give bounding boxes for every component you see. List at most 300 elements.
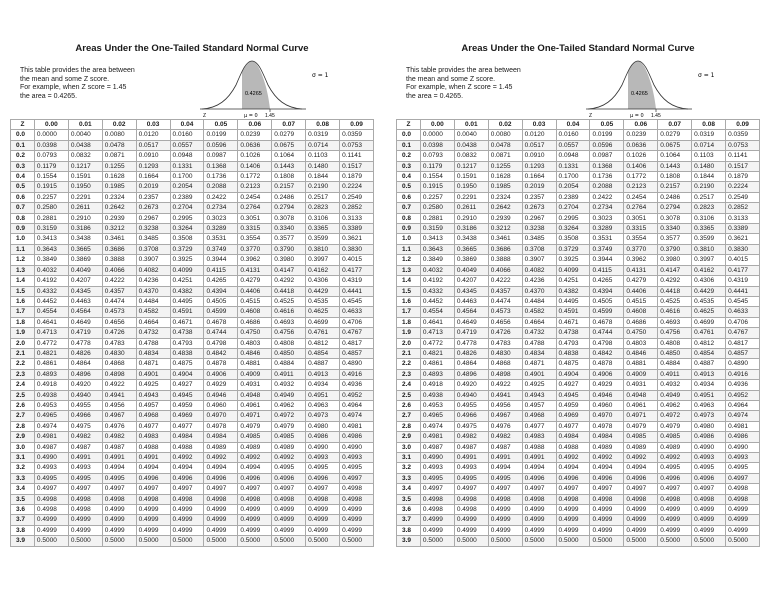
area-cell: 0.3238 xyxy=(136,224,170,234)
area-cell: 0.1217 xyxy=(454,161,488,171)
area-cell: 0.4452 xyxy=(420,296,454,306)
area-cell: 0.2157 xyxy=(272,182,306,192)
area-cell: 0.0596 xyxy=(204,140,238,150)
area-cell: 0.4999 xyxy=(454,515,488,525)
z-value-cell: 0.4 xyxy=(397,172,421,182)
area-cell: 0.4999 xyxy=(34,515,68,525)
area-cell: 0.3907 xyxy=(522,255,556,265)
area-cell: 0.4996 xyxy=(522,473,556,483)
area-cell: 0.4990 xyxy=(340,442,374,452)
area-cell: 0.3888 xyxy=(488,255,522,265)
column-header: 0.05 xyxy=(590,120,624,130)
area-cell: 0.4998 xyxy=(340,484,374,494)
area-cell: 0.3749 xyxy=(204,244,238,254)
area-cell: 0.2224 xyxy=(726,182,760,192)
z-value-cell: 1.7 xyxy=(11,307,35,317)
area-cell: 0.4990 xyxy=(34,453,68,463)
area-cell: 0.4949 xyxy=(658,390,692,400)
area-cell: 0.4236 xyxy=(136,276,170,286)
area-cell: 0.4998 xyxy=(692,494,726,504)
area-cell: 0.5000 xyxy=(624,536,658,546)
table-row xyxy=(397,390,760,400)
area-cell: 0.4960 xyxy=(590,400,624,410)
area-cell: 0.4991 xyxy=(522,453,556,463)
table-row xyxy=(11,203,374,213)
area-cell: 0.3186 xyxy=(68,224,102,234)
area-cell: 0.4951 xyxy=(306,390,340,400)
area-cell: 0.4997 xyxy=(34,484,68,494)
area-cell: 0.4929 xyxy=(590,380,624,390)
area-cell: 0.2257 xyxy=(34,192,68,202)
area-cell: 0.2967 xyxy=(136,213,170,223)
area-cell: 0.0199 xyxy=(590,130,624,140)
area-cell: 0.4772 xyxy=(34,338,68,348)
area-cell: 0.4767 xyxy=(340,328,374,338)
area-cell: 0.4997 xyxy=(68,484,102,494)
area-cell: 0.4981 xyxy=(340,421,374,431)
area-cell: 0.4974 xyxy=(340,411,374,421)
area-cell: 0.3980 xyxy=(658,255,692,265)
area-cell: 0.4441 xyxy=(340,286,374,296)
area-cell: 0.2257 xyxy=(420,192,454,202)
area-cell: 0.4812 xyxy=(692,338,726,348)
area-cell: 0.4999 xyxy=(136,505,170,515)
area-cell: 0.2088 xyxy=(204,182,238,192)
area-cell: 0.4599 xyxy=(204,307,238,317)
area-cell: 0.4678 xyxy=(590,317,624,327)
z-value-cell: 1.6 xyxy=(397,296,421,306)
area-cell: 0.4901 xyxy=(136,369,170,379)
z-value-cell: 3.7 xyxy=(11,515,35,525)
area-cell: 0.2291 xyxy=(454,192,488,202)
table-row xyxy=(11,432,374,442)
area-cell: 0.3023 xyxy=(590,213,624,223)
table-row xyxy=(11,307,374,317)
area-cell: 0.4993 xyxy=(454,463,488,473)
table-row xyxy=(11,515,374,525)
area-cell: 0.4861 xyxy=(34,359,68,369)
table-row xyxy=(11,348,374,358)
z-value-cell: 1.9 xyxy=(397,328,421,338)
z-value-cell: 2.3 xyxy=(11,369,35,379)
area-cell: 0.4996 xyxy=(272,473,306,483)
z-table xyxy=(396,119,760,547)
area-cell: 0.3665 xyxy=(454,244,488,254)
area-cell: 0.4756 xyxy=(272,328,306,338)
area-cell: 0.2794 xyxy=(272,203,306,213)
area-cell: 0.4162 xyxy=(306,265,340,275)
area-cell: 0.0871 xyxy=(102,151,136,161)
z-value-cell: 3.6 xyxy=(11,505,35,515)
area-cell: 0.3238 xyxy=(522,224,556,234)
area-cell: 0.4429 xyxy=(692,286,726,296)
area-cell: 0.5000 xyxy=(272,536,306,546)
z-axis-label: Z xyxy=(589,113,593,119)
area-cell: 0.4996 xyxy=(306,473,340,483)
area-cell: 0.4969 xyxy=(170,411,204,421)
area-cell: 0.3729 xyxy=(556,244,590,254)
area-cell: 0.1554 xyxy=(420,172,454,182)
area-cell: 0.4936 xyxy=(726,380,760,390)
area-cell: 0.4545 xyxy=(726,296,760,306)
area-cell: 0.0000 xyxy=(420,130,454,140)
area-cell: 0.4904 xyxy=(170,369,204,379)
area-cell: 0.3186 xyxy=(454,224,488,234)
area-cell: 0.5000 xyxy=(102,536,136,546)
area-cell: 0.4633 xyxy=(340,307,374,317)
area-cell: 0.4706 xyxy=(726,317,760,327)
z-value-cell: 3.7 xyxy=(397,515,421,525)
area-cell: 0.0948 xyxy=(170,151,204,161)
area-cell: 0.2995 xyxy=(170,213,204,223)
area-cell: 0.4943 xyxy=(136,390,170,400)
area-cell: 0.4719 xyxy=(454,328,488,338)
table-row xyxy=(11,255,374,265)
area-cell: 0.1331 xyxy=(170,161,204,171)
area-cell: 0.1879 xyxy=(340,172,374,182)
z-value-cell: 0.8 xyxy=(11,213,35,223)
z-value-cell: 0.5 xyxy=(11,182,35,192)
area-cell: 0.4999 xyxy=(692,525,726,535)
area-cell: 0.0080 xyxy=(102,130,136,140)
area-cell: 0.4345 xyxy=(454,286,488,296)
area-cell: 0.4999 xyxy=(204,515,238,525)
area-cell: 0.1517 xyxy=(726,161,760,171)
table-row xyxy=(397,442,760,452)
z-value-cell: 0.6 xyxy=(11,192,35,202)
area-cell: 0.2517 xyxy=(692,192,726,202)
area-cell: 0.3554 xyxy=(624,234,658,244)
area-cell: 0.2549 xyxy=(726,192,760,202)
table-row xyxy=(397,525,760,535)
area-cell: 0.1985 xyxy=(488,182,522,192)
area-cell: 0.4996 xyxy=(658,473,692,483)
area-cell: 0.4906 xyxy=(204,369,238,379)
table-row xyxy=(397,432,760,442)
table-row xyxy=(11,421,374,431)
area-cell: 0.4798 xyxy=(590,338,624,348)
area-cell: 0.4986 xyxy=(340,432,374,442)
area-cell: 0.3577 xyxy=(658,234,692,244)
area-cell: 0.4994 xyxy=(136,463,170,473)
area-cell: 0.4999 xyxy=(34,525,68,535)
area-cell: 0.4997 xyxy=(136,484,170,494)
area-cell: 0.4999 xyxy=(306,525,340,535)
area-cell: 0.4932 xyxy=(272,380,306,390)
area-cell: 0.4979 xyxy=(624,421,658,431)
table-row xyxy=(11,140,374,150)
area-cell: 0.4970 xyxy=(590,411,624,421)
area-cell: 0.3621 xyxy=(726,234,760,244)
area-cell: 0.4893 xyxy=(420,369,454,379)
area-cell: 0.4999 xyxy=(590,525,624,535)
area-cell: 0.4999 xyxy=(272,515,306,525)
area-cell: 0.4999 xyxy=(658,525,692,535)
area-cell: 0.3830 xyxy=(726,244,760,254)
area-cell: 0.4793 xyxy=(170,338,204,348)
area-cell: 0.3413 xyxy=(420,234,454,244)
area-cell: 0.4997 xyxy=(340,473,374,483)
table-row xyxy=(11,265,374,275)
z-value-cell: 2.8 xyxy=(11,421,35,431)
area-cell: 0.4934 xyxy=(692,380,726,390)
area-cell: 0.4192 xyxy=(34,276,68,286)
z-value-cell: 3.5 xyxy=(11,494,35,504)
area-cell: 0.4887 xyxy=(692,359,726,369)
area-cell: 0.0120 xyxy=(522,130,556,140)
z-value-cell: 1.3 xyxy=(11,265,35,275)
area-cell: 0.4998 xyxy=(420,494,454,504)
table-row xyxy=(397,484,760,494)
area-cell: 0.0239 xyxy=(238,130,272,140)
table-row xyxy=(397,453,760,463)
area-cell: 0.2054 xyxy=(556,182,590,192)
area-cell: 0.2704 xyxy=(556,203,590,213)
area-cell: 0.4868 xyxy=(488,359,522,369)
area-cell: 0.0120 xyxy=(136,130,170,140)
area-cell: 0.4049 xyxy=(454,265,488,275)
column-header: 0.08 xyxy=(692,120,726,130)
area-cell: 0.4999 xyxy=(306,515,340,525)
area-cell: 0.0438 xyxy=(454,140,488,150)
area-cell: 0.4916 xyxy=(340,369,374,379)
area-cell: 0.3708 xyxy=(136,244,170,254)
area-cell: 0.4207 xyxy=(68,276,102,286)
area-cell: 0.2852 xyxy=(340,203,374,213)
area-cell: 0.4991 xyxy=(68,453,102,463)
area-cell: 0.4998 xyxy=(68,494,102,504)
area-cell: 0.3810 xyxy=(306,244,340,254)
area-cell: 0.2823 xyxy=(306,203,340,213)
area-cell: 0.0398 xyxy=(420,140,454,150)
area-cell: 0.4995 xyxy=(726,463,760,473)
table-row xyxy=(397,276,760,286)
area-cell: 0.3264 xyxy=(556,224,590,234)
area-cell: 0.4591 xyxy=(556,307,590,317)
area-label: 0.4265 xyxy=(245,91,262,97)
table-row xyxy=(397,473,760,483)
area-cell: 0.4192 xyxy=(420,276,454,286)
z-value-cell: 1.0 xyxy=(397,234,421,244)
area-cell: 0.3997 xyxy=(692,255,726,265)
area-cell: 0.4975 xyxy=(68,421,102,431)
table-row xyxy=(11,536,374,546)
area-cell: 0.4505 xyxy=(204,296,238,306)
area-cell: 0.4222 xyxy=(102,276,136,286)
table-row xyxy=(397,421,760,431)
area-cell: 0.4993 xyxy=(692,453,726,463)
area-cell: 0.4992 xyxy=(272,453,306,463)
area-cell: 0.4131 xyxy=(624,265,658,275)
z-value-cell: 1.8 xyxy=(397,317,421,327)
area-cell: 0.0080 xyxy=(488,130,522,140)
z-value-cell: 3.5 xyxy=(397,494,421,504)
area-cell: 0.4990 xyxy=(306,442,340,452)
z-value-cell: 2.0 xyxy=(397,338,421,348)
z-value-cell: 1.2 xyxy=(11,255,35,265)
area-cell: 0.4920 xyxy=(454,380,488,390)
area-cell: 0.2794 xyxy=(658,203,692,213)
area-cell: 0.4999 xyxy=(102,525,136,535)
area-cell: 0.4406 xyxy=(624,286,658,296)
area-cell: 0.3621 xyxy=(340,234,374,244)
area-cell: 0.4956 xyxy=(102,400,136,410)
area-cell: 0.4999 xyxy=(136,515,170,525)
area-cell: 0.4994 xyxy=(102,463,136,473)
area-cell: 0.4996 xyxy=(136,473,170,483)
area-cell: 0.3315 xyxy=(624,224,658,234)
area-cell: 0.4418 xyxy=(658,286,692,296)
area-cell: 0.4941 xyxy=(488,390,522,400)
area-cell: 0.4554 xyxy=(420,307,454,317)
area-cell: 0.1591 xyxy=(454,172,488,182)
area-cell: 0.3770 xyxy=(624,244,658,254)
area-cell: 0.4015 xyxy=(726,255,760,265)
area-cell: 0.0000 xyxy=(34,130,68,140)
area-cell: 0.4979 xyxy=(238,421,272,431)
area-cell: 0.2422 xyxy=(204,192,238,202)
table-header-row xyxy=(11,120,374,130)
area-cell: 0.4418 xyxy=(272,286,306,296)
area-cell: 0.4987 xyxy=(488,442,522,452)
area-cell: 0.4394 xyxy=(204,286,238,296)
area-cell: 0.4821 xyxy=(34,348,68,358)
area-cell: 0.0948 xyxy=(556,151,590,161)
area-cell: 0.0319 xyxy=(692,130,726,140)
area-cell: 0.4890 xyxy=(340,359,374,369)
description-line: For example, when Z score = 1.45 xyxy=(406,84,513,92)
area-cell: 0.0832 xyxy=(454,151,488,161)
area-cell: 0.0675 xyxy=(658,140,692,150)
area-cell: 0.4966 xyxy=(454,411,488,421)
area-cell: 0.5000 xyxy=(658,536,692,546)
area-cell: 0.4986 xyxy=(726,432,760,442)
area-cell: 0.4998 xyxy=(34,505,68,515)
area-cell: 0.4996 xyxy=(170,473,204,483)
table-row xyxy=(397,400,760,410)
area-cell: 0.4989 xyxy=(272,442,306,452)
area-cell: 0.3461 xyxy=(102,234,136,244)
table-row xyxy=(397,348,760,358)
area-cell: 0.1736 xyxy=(590,172,624,182)
area-cell: 0.4826 xyxy=(68,348,102,358)
area-cell: 0.0557 xyxy=(170,140,204,150)
area-cell: 0.4999 xyxy=(522,515,556,525)
table-row xyxy=(397,296,760,306)
area-cell: 0.4972 xyxy=(272,411,306,421)
area-cell: 0.4881 xyxy=(624,359,658,369)
area-cell: 0.3944 xyxy=(204,255,238,265)
area-cell: 0.4999 xyxy=(102,505,136,515)
area-cell: 0.4998 xyxy=(238,494,272,504)
normal-curve-figure xyxy=(200,55,330,121)
area-cell: 0.4854 xyxy=(306,348,340,358)
area-cell: 0.4857 xyxy=(726,348,760,358)
area-cell: 0.1217 xyxy=(68,161,102,171)
area-cell: 0.0714 xyxy=(692,140,726,150)
area-cell: 0.5000 xyxy=(590,536,624,546)
area-cell: 0.4838 xyxy=(556,348,590,358)
area-cell: 0.0987 xyxy=(590,151,624,161)
area-cell: 0.4909 xyxy=(624,369,658,379)
area-cell: 0.1480 xyxy=(306,161,340,171)
area-cell: 0.4952 xyxy=(340,390,374,400)
area-cell: 0.2357 xyxy=(136,192,170,202)
area-cell: 0.4994 xyxy=(590,463,624,473)
area-cell: 0.4983 xyxy=(136,432,170,442)
area-cell: 0.4382 xyxy=(170,286,204,296)
area-cell: 0.4999 xyxy=(522,525,556,535)
table-row xyxy=(11,328,374,338)
z-value-cell: 3.3 xyxy=(11,473,35,483)
area-cell: 0.4997 xyxy=(170,484,204,494)
area-cell: 0.4998 xyxy=(454,494,488,504)
sigma-label: σ = 1 xyxy=(698,72,715,79)
area-cell: 0.1368 xyxy=(204,161,238,171)
z-value-cell: 0.6 xyxy=(397,192,421,202)
table-row xyxy=(397,255,760,265)
area-cell: 0.4871 xyxy=(136,359,170,369)
area-cell: 0.0871 xyxy=(488,151,522,161)
area-cell: 0.4649 xyxy=(454,317,488,327)
area-cell: 0.4998 xyxy=(420,505,454,515)
area-cell: 0.3925 xyxy=(170,255,204,265)
area-cell: 0.4564 xyxy=(454,307,488,317)
area-cell: 0.4394 xyxy=(590,286,624,296)
area-cell: 0.4573 xyxy=(102,307,136,317)
area-cell: 0.4826 xyxy=(454,348,488,358)
area-cell: 0.4931 xyxy=(624,380,658,390)
area-cell: 0.4671 xyxy=(556,317,590,327)
area-cell: 0.4783 xyxy=(488,338,522,348)
area-cell: 0.4998 xyxy=(204,494,238,504)
area-cell: 0.2642 xyxy=(488,203,522,213)
area-cell: 0.4147 xyxy=(658,265,692,275)
area-cell: 0.4761 xyxy=(692,328,726,338)
area-cell: 0.4726 xyxy=(488,328,522,338)
area-cell: 0.2454 xyxy=(624,192,658,202)
area-cell: 0.4441 xyxy=(726,286,760,296)
area-cell: 0.4991 xyxy=(454,453,488,463)
area-cell: 0.1293 xyxy=(522,161,556,171)
area-cell: 0.3869 xyxy=(68,255,102,265)
area-cell: 0.4616 xyxy=(272,307,306,317)
area-cell: 0.4991 xyxy=(136,453,170,463)
area-cell: 0.2734 xyxy=(590,203,624,213)
table-row xyxy=(397,536,760,546)
area-cell: 0.4925 xyxy=(136,380,170,390)
area-cell: 0.4846 xyxy=(624,348,658,358)
z-value-cell: 0.3 xyxy=(397,161,421,171)
area-cell: 0.1950 xyxy=(68,182,102,192)
description-line: This table provides the area between xyxy=(20,67,135,74)
area-cell: 0.4969 xyxy=(556,411,590,421)
area-cell: 0.2910 xyxy=(68,213,102,223)
area-cell: 0.3289 xyxy=(204,224,238,234)
area-cell: 0.1915 xyxy=(34,182,68,192)
table-row xyxy=(11,296,374,306)
normal-curve-figure xyxy=(586,55,716,121)
area-cell: 0.4925 xyxy=(522,380,556,390)
area-cell: 0.0040 xyxy=(68,130,102,140)
area-cell: 0.4985 xyxy=(238,432,272,442)
area-cell: 0.4406 xyxy=(238,286,272,296)
area-cell: 0.4292 xyxy=(658,276,692,286)
area-cell: 0.4998 xyxy=(170,494,204,504)
area-cell: 0.4664 xyxy=(136,317,170,327)
area-cell: 0.4998 xyxy=(340,494,374,504)
column-header: 0.00 xyxy=(34,120,68,130)
